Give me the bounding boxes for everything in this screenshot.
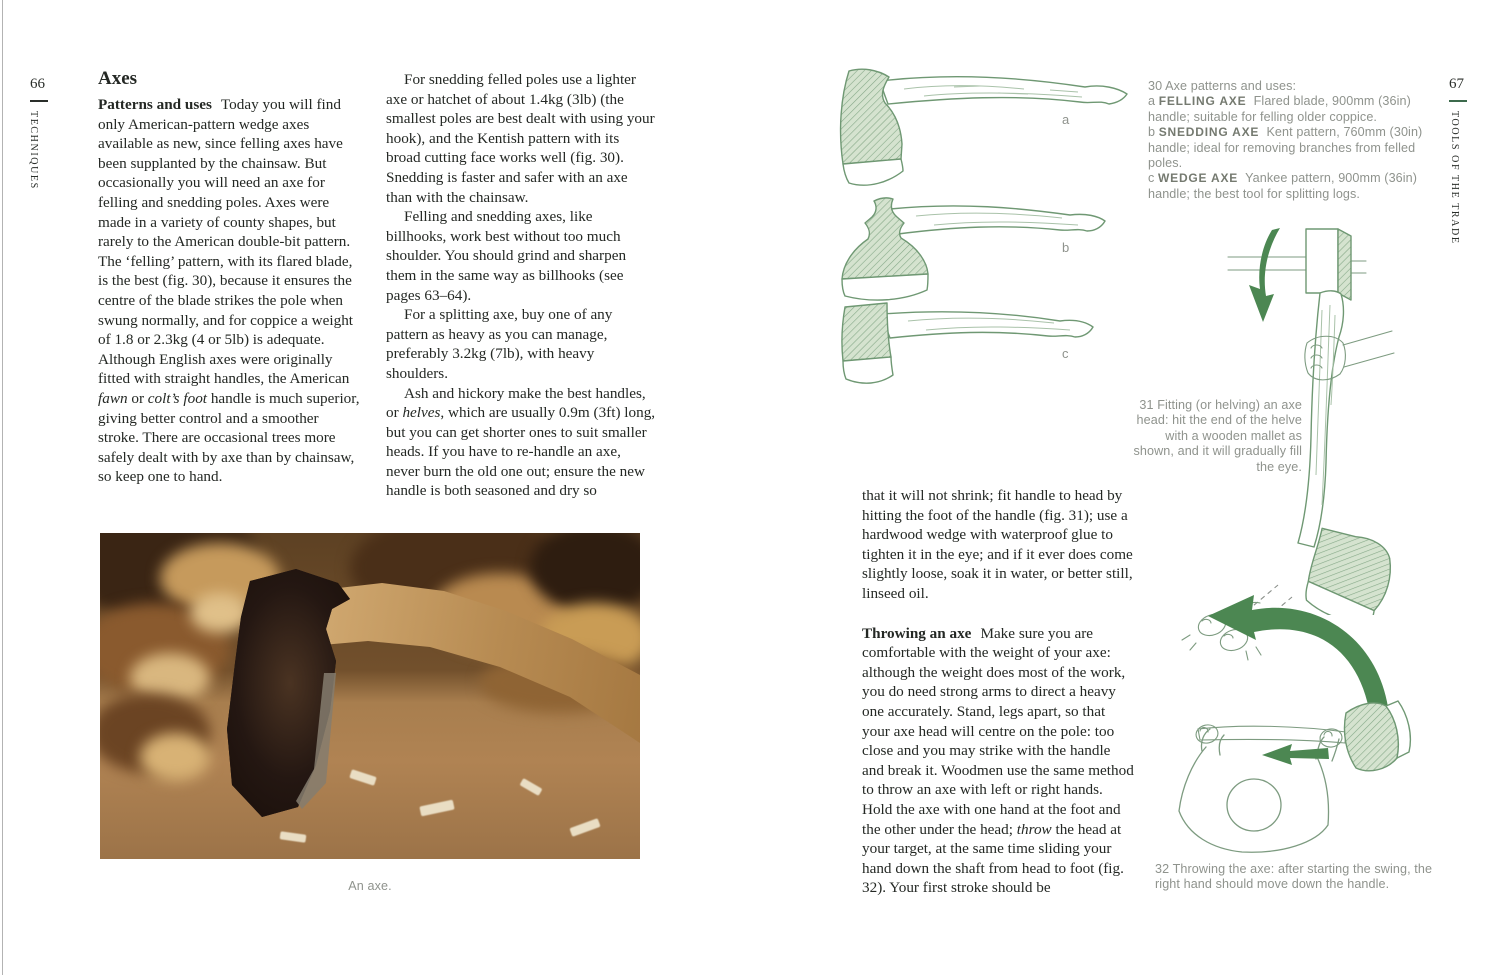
left-column-2 (386, 70, 656, 501)
fig30-label-c: c (1062, 346, 1069, 361)
margin-rule-left (30, 100, 48, 102)
runin-heading-patterns: Patterns and uses (98, 96, 212, 113)
paragraph-throwing: Throwing an axe Make sure you are comfortable with the weight of your axe: although the weight does most of the work, you do need strong arms to direct a heavy one accurately. Stand, legs apart, so that your axe head will centre on the pole: too close and you may strike with the handle and break it. Woodmen use the same method to throw an axe with left or right hands. Hold the axe with one hand at the foot and the other under the head; throw the head at your target, at the same time sliding your hand down the shaft from head to foot (fig. 32). Your first stroke should be (862, 624, 1134, 897)
felling-axe-drawing (841, 69, 1127, 185)
paragraph-snedding: For snedding felled poles use a lighter axe or hatchet of about 1.4kg (3lb) (the smallest poles are best dealt with using your hook), and the Kentish pattern with its broad cutting face works well (fig. 30). Snedding is faster and safer with an axe than with the chainsaw. (386, 71, 655, 206)
wood-chip (569, 818, 600, 837)
paragraph-handles: Ash and hickory make the best handles, or helves, which are usually 0.9m (3ft) long, but you can get shorter ones to suit smaller heads. If you have to re-handle an axe, never burn the old one out; ensure the new handle is both seasoned and dry so (386, 384, 656, 500)
paragraph-shrink: that it will not shrink; fit handle to head by hitting the foot of the handle (fig. 31); use a hardwood wedge with waterproof glue to tighten it in the eye; and if it ever does come slightly loose, soak it in water, or better still, linseed oil. (862, 487, 1133, 602)
thrower-drawing (1179, 723, 1346, 852)
left-column-1 (98, 68, 362, 487)
paragraph-felling-snedding: Felling and snedding axes, like billhooks, work best without too much shoulder. You should grind and sharpen them in the same way as billhooks (see pages 63–64). (386, 208, 627, 304)
snedding-axe-drawing (842, 198, 1105, 300)
paragraph-patterns-and-uses: Patterns and uses Today you will find only American-pattern wedge axes available as new, since felling axes have been supplanted by the chainsaw. But occasionally you will need an axe for felling and snedding poles. Axes were made in a variety of county shapes, but rarely to the American double-bit pattern. The ‘felling’ pattern, with its flared blade, is the best (fig. 30), because it ensures the centre of the blade strikes the pole when swung normally, and for coppice a weight of 1.8 or 2.3kg (4 or 5lb) is adequate. Although English axes were originally fitted with straight handles, the American fawn or colt’s foot handle is much superior, giving better control and a smoother stroke. There are occasional trees more safely dealt with by axe than by chainsaw, so keep one to hand. (98, 96, 360, 486)
wood-chip (349, 769, 377, 786)
wood-chip (280, 831, 307, 843)
fig30-caption-item-c: c WEDGE AXE Yankee pattern, 900mm (36in) handle; the best tool for splitting logs. (1148, 171, 1418, 201)
page-edge-line (2, 0, 3, 975)
page-number-right: 67 (1449, 76, 1464, 92)
axe-helve-drawing (1298, 291, 1343, 547)
thrown-axe-head-drawing (1344, 701, 1410, 771)
fig30-caption (1148, 79, 1430, 202)
paragraph-splitting: For a splitting axe, buy one of any pattern as heavy as you can manage, preferably 3.2kg (7lb), with heavy shoulders. (386, 306, 613, 382)
margin-label-techniques: TECHNIQUES (28, 111, 39, 190)
section-heading-axes: Axes (98, 68, 138, 89)
axe-photo (100, 533, 640, 859)
margin-rule-right (1449, 100, 1467, 102)
photo-bg-blob (140, 733, 210, 781)
fig32-caption: 32 Throwing the axe: after starting the swing, the right hand should move down the handle. (1155, 862, 1433, 892)
fig32-throwing-illustration (1150, 583, 1450, 855)
fig30-axe-patterns-illustration (830, 62, 1132, 394)
down-arrow (1249, 228, 1280, 322)
right-column (862, 486, 1136, 898)
mallet-drawing (1228, 229, 1366, 300)
fig30-caption-item-b: b SNEDDING AXE Kent pattern, 760mm (30in) handle; ideal for removing branches from felled poles. (1148, 125, 1423, 171)
fig30-caption-item-a: a FELLING AXE Flared blade, 900mm (36in) handle; suitable for felling older coppice. (1148, 94, 1411, 124)
swing-arrow (1208, 595, 1388, 709)
wood-chip (519, 778, 542, 796)
wood-chip (419, 800, 454, 817)
fig30-label-b: b (1062, 240, 1070, 255)
fig30-label-a: a (1062, 112, 1070, 127)
margin-label-tools-of-the-trade: TOOLS OF THE TRADE (1449, 111, 1460, 245)
page-number-left: 66 (30, 76, 45, 92)
wedge-axe-drawing (842, 303, 1093, 383)
fig31-caption: 31 Fitting (or helving) an axe head: hit the end of the helve with a wooden mallet as shown, and it will gradually fill the eye. (1133, 398, 1302, 474)
photo-caption: An axe. (348, 879, 392, 893)
runin-heading-throwing: Throwing an axe (862, 624, 972, 642)
fig30-caption-title: 30 Axe patterns and uses: (1148, 79, 1297, 93)
